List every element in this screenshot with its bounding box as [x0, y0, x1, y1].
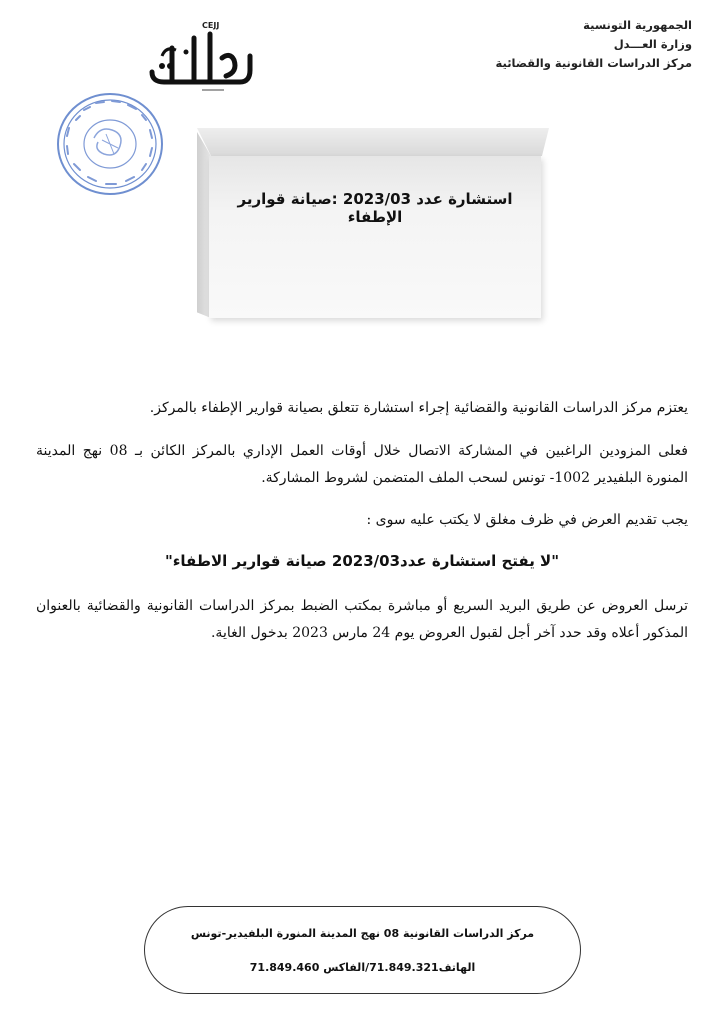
paragraph-instructions: فعلى المزودين الراغبين في المشاركة الاتصال خلال أوقات العمل الإداري بالمركز الكائن بـ 08 نهج المدينة المنورة البلفيدير 1002- تونس لسحب الملف المتضمن لشروط المشاركة.: [36, 443, 688, 486]
paragraph-envelope: يجب تقديم العرض في ظرف مغلق لا يكتب عليه سوى :: [366, 512, 688, 528]
footer-contact-box: [144, 906, 581, 994]
header-center: مركز الدراسات القانونية والقضائية: [495, 56, 692, 70]
ministry-header: [496, 16, 692, 73]
title-box-top-face: [197, 128, 549, 156]
envelope-label: "لا يفتح استشارة عدد2023/03 صيانة قوارير الاطفاء": [164, 552, 560, 570]
official-stamp: [54, 90, 166, 198]
footer-address: مركز الدراسات القانونية 08 نهج المدينة المنورة البلفيدير-تونس: [190, 927, 535, 940]
header-ministry: وزارة العـــدل: [613, 37, 692, 51]
paragraph-intent: يعتزم مركز الدراسات القانونية والقضائية إجراء استشارة تتعلق بصيانة قوارير الإطفاء بالمركز.: [149, 400, 688, 416]
header-country: الجمهورية التونسية: [583, 18, 692, 32]
paragraph-deadline: ترسل العروض عن طريق البريد السريع أو مباشرة بمكتب الضبط بمركز الدراسات القانونية والقضائية بالعنوان المذكور أعلاه وقد حدد آخر أجل لقبول العروض يوم 24 مارس 2023 بدخول الغاية.: [36, 598, 688, 641]
logo-acronym: CEJJ: [202, 21, 220, 30]
title-box: [197, 128, 549, 318]
document-title: استشارة عدد 2023/03 :صيانة قوارير الإطفاء: [237, 190, 513, 226]
title-box-front-face: [209, 156, 541, 318]
footer-phone-fax: الهاتف71.849.321/الفاكس 71.849.460: [249, 961, 476, 974]
ministry-logo: [142, 16, 254, 96]
